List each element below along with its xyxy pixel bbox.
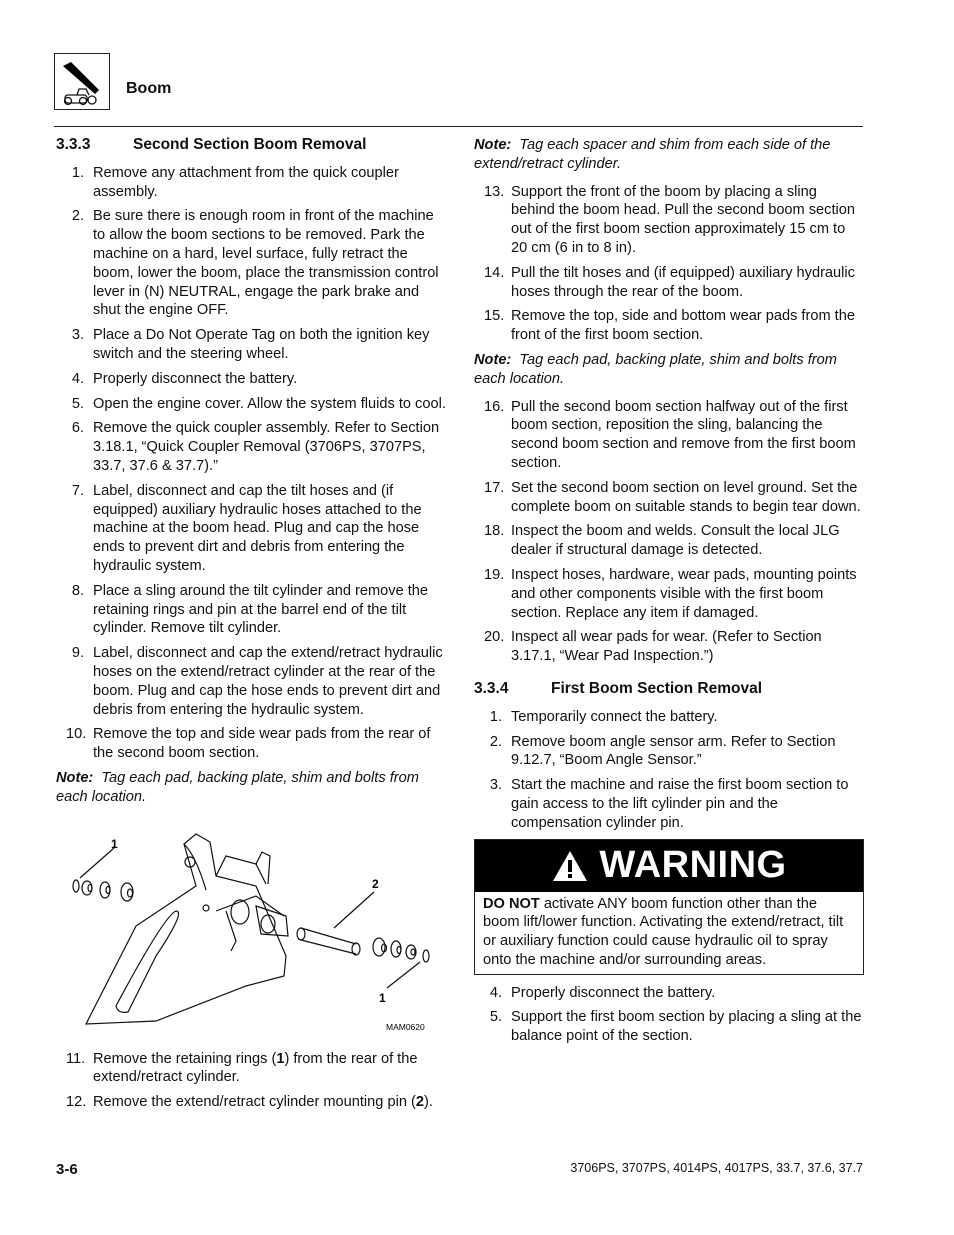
list-item [56, 164, 448, 202]
step-list [474, 708, 864, 833]
note-text: Tag each spacer and shim from each side of the extend/retract cylinder. [474, 137, 831, 172]
step-text: Place a sling around the tilt cylinder and remove the retaining rings and pin at the barrel end of the tilt cylinder. Remove tilt cylinder. [93, 582, 429, 637]
footer-models: 3706PS, 3707PS, 4014PS, 4017PS, 33.7, 37.6, 37.7 [570, 1161, 863, 1175]
step-text: Place a Do Not Operate Tag on both the ignition key switch and the steering wheel. [93, 327, 430, 362]
step-text: Remove the top and side wear pads from the rear of the second boom section. [93, 726, 431, 762]
warning-text: DO NOT activate ANY boom function other than the boom lift/lower function. Activating the extend/retract, tilt or auxiliary function could cause hydraulic oil to spray onto the machine and/or surrounding areas. [483, 895, 844, 968]
step-number: 1. [489, 708, 502, 725]
step-number: 2. [71, 208, 84, 225]
step-list-2 [56, 1050, 448, 1112]
left-column [56, 136, 448, 1118]
list-item [474, 566, 864, 622]
section-number: 3.3.4 [474, 679, 509, 697]
right-column [474, 136, 864, 1052]
step-text: Inspect all wear pads for wear. (Refer to Section 3.17.1, “Wear Pad Inspection.”) [511, 629, 822, 665]
section-title: First Boom Section Removal [551, 679, 763, 697]
list-item [56, 582, 448, 638]
step-text: Remove the retaining rings (1) from the rear of the extend/retract cylinder. [93, 1050, 418, 1086]
list-item [474, 479, 864, 517]
list-item [474, 708, 864, 727]
list-item [56, 1050, 448, 1088]
figure-callout-1-top: 1 [111, 836, 118, 851]
step-text: Be sure there is enough room in front of the machine to allow the boom sections to be removed. Park the machine on a hard, level surface, fully retract the boom, lower the boom, place the transmission control lever in (N) NEUTRAL, engage the park brake and shut the engine OFF. [93, 208, 439, 319]
step-list [474, 984, 864, 1046]
step-number: 20. [484, 629, 505, 646]
step-number: 5. [489, 1009, 502, 1026]
step-text: Remove the top, side and bottom wear pads from the front of the first boom section. [511, 308, 855, 344]
step-number: 7. [71, 482, 84, 499]
step-text: Open the engine cover. Allow the system fluids to cool. [93, 395, 446, 412]
warning-triangle-icon [551, 849, 589, 883]
step-text: Temporarily connect the battery. [511, 708, 718, 725]
step-list [474, 398, 864, 666]
list-item [56, 207, 448, 320]
step-list [56, 164, 448, 763]
boom-exploded-diagram [56, 816, 448, 1038]
step-text: Properly disconnect the battery. [511, 984, 716, 1001]
page-header-title: Boom [126, 80, 172, 97]
step-number: 12. [66, 1094, 87, 1111]
list-item [474, 307, 864, 345]
step-text: Support the front of the boom by placing a sling behind the boom head. Pull the second boom section out of the first boom section approximately 15 cm to 20 cm (6 in to 8 in). [511, 183, 856, 256]
step-number: 17. [484, 479, 505, 496]
note-label: Note: [474, 351, 512, 368]
step-number: 16. [484, 398, 505, 415]
list-item [56, 370, 448, 389]
step-number: 15. [484, 308, 505, 325]
step-text: Properly disconnect the battery. [93, 370, 298, 387]
list-item [474, 984, 864, 1003]
step-text: Remove boom angle sensor arm. Refer to Section 9.12.7, “Boom Angle Sensor.” [511, 733, 836, 769]
note [474, 351, 864, 389]
step-number: 14. [484, 264, 505, 281]
step-text: Start the machine and raise the first boom section to gain access to the lift cylinder pin and the compensation cylinder pin. [511, 777, 849, 831]
warning-word: WARNING [599, 844, 787, 887]
step-number: 13. [484, 183, 505, 200]
header-rule [54, 126, 863, 127]
section-heading-333 [56, 136, 448, 155]
list-item [56, 395, 448, 414]
step-text: Remove the extend/retract cylinder mounting pin (2). [93, 1094, 433, 1111]
step-text: Inspect hoses, hardware, wear pads, mounting points and other components visible with the first boom section. Replace any item if damaged. [511, 566, 857, 621]
list-item [56, 644, 448, 719]
step-number: 4. [489, 984, 502, 1001]
step-text: Label, disconnect and cap the tilt hoses and (if equipped) auxiliary hydraulic hoses attached to the machine at the boom head. Plug and cap the hose ends to prevent dirt and debris from entering the hydraulic system. [93, 482, 422, 574]
note-label: Note: [56, 769, 94, 786]
note [56, 769, 448, 807]
section-heading-334 [474, 680, 864, 699]
note [474, 136, 864, 174]
step-list [474, 183, 864, 345]
step-number: 8. [71, 582, 84, 599]
step-text: Remove any attachment from the quick coupler assembly. [93, 164, 399, 200]
boom-machine-icon [54, 53, 110, 110]
list-item [56, 326, 448, 364]
step-number: 10. [66, 726, 87, 743]
list-item [474, 264, 864, 302]
list-item [56, 1093, 448, 1112]
step-number: 11. [66, 1050, 86, 1067]
note-text: Tag each pad, backing plate, shim and bolts from each location. [56, 769, 419, 805]
boom-pin-figure [56, 816, 448, 1038]
figure-callout-1-bottom: 1 [379, 990, 386, 1005]
list-item [474, 183, 864, 258]
step-text: Pull the second boom section halfway out of the first boom section, reposition the sling, balancing the second boom section and remove from the first boom section. [511, 398, 856, 471]
figure-id: MAM0620 [386, 1021, 425, 1032]
step-number: 1. [71, 164, 84, 181]
step-text: Remove the quick coupler assembly. Refer to Section 3.18.1, “Quick Coupler Removal (3706PS, 3707PS, 33.7, 37.6 & 37.7).” [93, 420, 440, 474]
step-number: 2. [489, 733, 502, 750]
note-text: Tag each pad, backing plate, shim and bolts from each location. [474, 351, 837, 387]
list-item [56, 725, 448, 763]
page-number: 3-6 [56, 1161, 78, 1178]
note-label: Note: [474, 137, 512, 153]
list-item [56, 419, 448, 475]
step-number: 3. [489, 777, 502, 794]
list-item [474, 522, 864, 560]
list-item [474, 398, 864, 473]
list-item [474, 776, 864, 832]
warning-header [475, 840, 863, 892]
section-title: Second Section Boom Removal [133, 136, 367, 153]
list-item [474, 1008, 864, 1046]
step-text: Label, disconnect and cap the extend/retract hydraulic hoses on the extend/retract cylinder at the rear of the boom. Plug and cap the hose ends to prevent dirt and debris from entering the hydraulic system. [93, 645, 443, 718]
step-text: Set the second boom section on level ground. Set the complete boom on suitable stands to begin tear down. [511, 479, 861, 515]
step-number: 19. [484, 566, 505, 583]
step-text: Pull the tilt hoses and (if equipped) auxiliary hydraulic hoses through the rear of the boom. [511, 264, 855, 300]
step-number: 5. [71, 395, 84, 412]
step-number: 9. [71, 645, 84, 662]
step-number: 4. [71, 370, 84, 387]
list-item [474, 628, 864, 666]
step-number: 18. [484, 523, 505, 540]
step-text: Support the first boom section by placing a sling at the balance point of the section. [511, 1009, 862, 1045]
step-number: 3. [71, 327, 84, 344]
list-item [56, 482, 448, 576]
step-text: Inspect the boom and welds. Consult the local JLG dealer if structural damage is detected. [511, 523, 840, 559]
figure-callout-2: 2 [372, 876, 379, 891]
warning-box [474, 839, 864, 975]
step-number: 6. [71, 420, 84, 437]
section-number: 3.3.3 [56, 136, 91, 153]
list-item [474, 733, 864, 771]
